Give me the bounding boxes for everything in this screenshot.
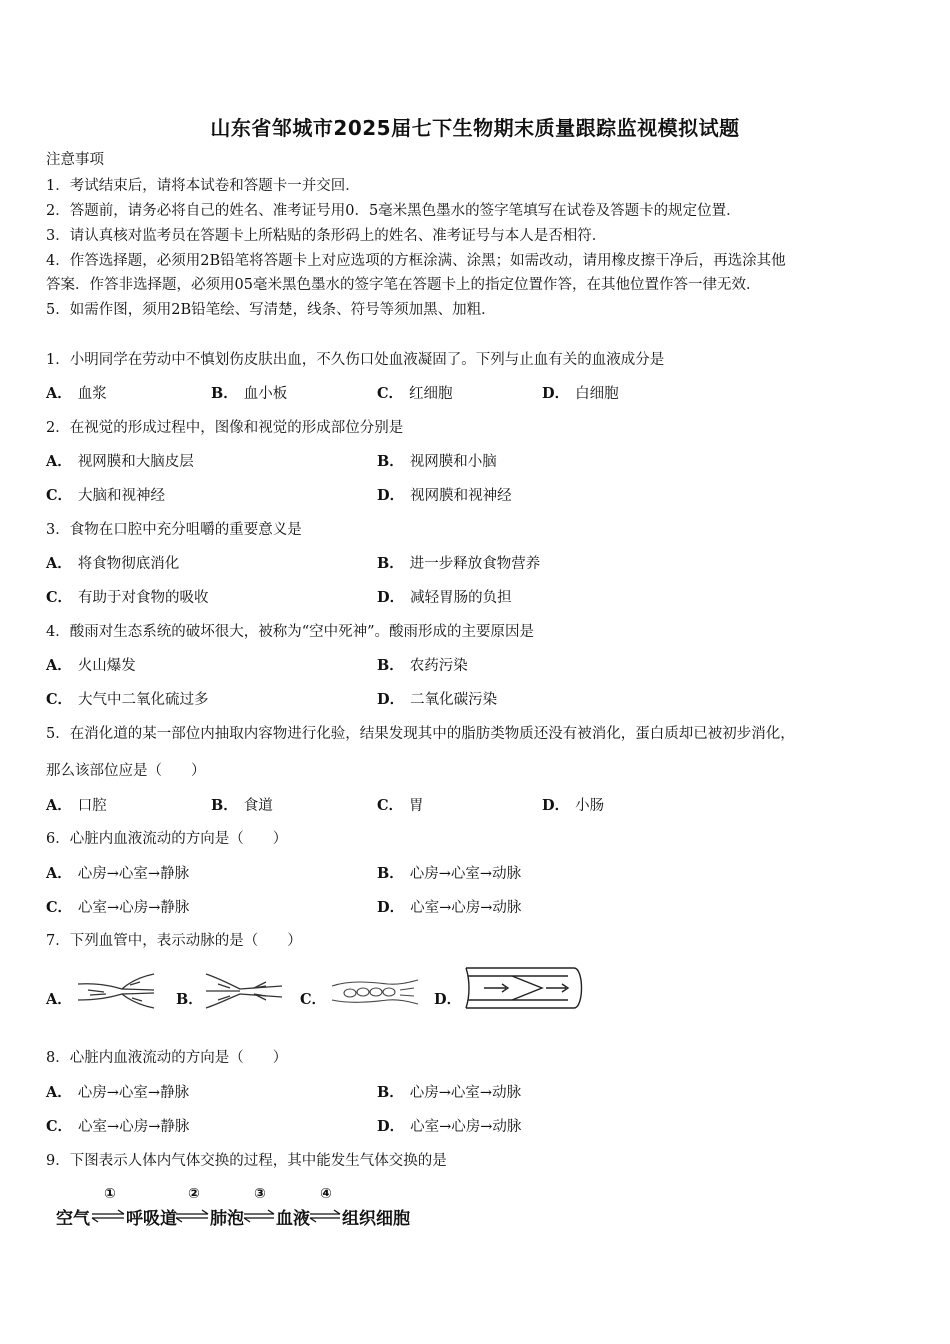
option-key: C． <box>377 797 404 814</box>
option-text: 心室→心房→动脉 <box>410 1119 522 1135</box>
notice-item: 1．考试结束后，请将本试卷和答题卡一并交回． <box>46 178 360 194</box>
option-d[interactable] <box>542 796 604 816</box>
option-text: 红细胞 <box>409 386 453 402</box>
option-text: 视网膜和小脑 <box>409 454 497 470</box>
option-text: 进一步释放食物营养 <box>409 556 541 572</box>
option-text: 胃 <box>409 798 424 814</box>
option-text: 减轻胃肠的负担 <box>410 590 512 606</box>
option-key: A． <box>46 991 72 1008</box>
page-title: 山东省邹城市2025届七下生物期末质量跟踪监视模拟试题 <box>210 116 740 140</box>
option-text: 大气中二氧化硫过多 <box>78 692 209 708</box>
question-stem: 5．在消化道的某一部位内抽取内容物进行化验，结果发现其中的脂肪类物质还没有被消化，蛋白质却已被初步消化， <box>46 726 795 742</box>
vessel-figure-c <box>330 974 420 1010</box>
option-key: B． <box>211 385 238 402</box>
option-key: C． <box>377 385 404 402</box>
question-stem: 4．酸雨对生态系统的破坏很大，被称为“空中死神”。酸雨形成的主要原因是 <box>46 624 535 640</box>
vessel-figure-a <box>74 970 158 1012</box>
flow-arrows <box>56 1190 436 1234</box>
option-b[interactable] <box>377 864 521 884</box>
notice-item: 4．作答选择题，必须用2B铅笔将答题卡上对应选项的方框涂满、涂黑；如需改动，请用橡皮擦干净后，再选涂其他 <box>46 253 786 269</box>
option-text: 白细胞 <box>575 386 619 402</box>
option-key: B． <box>377 657 404 674</box>
notice-item: 3．请认真核对监考员在答题卡上所粘贴的条形码上的姓名、准考证号与本人是否相符． <box>46 228 607 244</box>
option-a[interactable] <box>46 796 107 816</box>
flow-node: 空气 <box>56 1209 90 1229</box>
option-b[interactable] <box>377 452 497 472</box>
option-d[interactable] <box>542 384 619 404</box>
option-key: B． <box>377 865 404 882</box>
option-d[interactable] <box>377 1117 521 1137</box>
option-key: A． <box>46 385 72 402</box>
option-key: D． <box>377 1118 405 1135</box>
option-text: 农药污染 <box>409 658 468 674</box>
option-a[interactable] <box>46 554 179 574</box>
option-text: 视网膜和视神经 <box>410 488 512 504</box>
option-key: D． <box>377 691 405 708</box>
option-b[interactable] <box>377 1083 521 1103</box>
option-key: C． <box>46 1118 73 1135</box>
vessel-figure-b <box>202 970 286 1012</box>
option-text: 小肠 <box>575 798 605 814</box>
flow-step-label: ① <box>104 1186 116 1202</box>
option-text: 心房→心室→动脉 <box>409 866 522 882</box>
question-stem: 8．心脏内血液流动的方向是（ ） <box>46 1050 288 1066</box>
option-c[interactable] <box>46 898 189 918</box>
flow-step-label: ④ <box>320 1186 332 1202</box>
option-key: B． <box>176 991 203 1008</box>
option-text: 血小板 <box>243 386 288 402</box>
option-d[interactable] <box>377 690 497 710</box>
option-text: 心房→心室→动脉 <box>409 1085 522 1101</box>
flow-node: 组织细胞 <box>342 1209 410 1229</box>
option-text: 食道 <box>243 798 273 814</box>
option-text: 口腔 <box>77 798 107 814</box>
option-key: D． <box>377 487 405 504</box>
option-d[interactable] <box>377 588 512 608</box>
flow-node: 血液 <box>276 1209 310 1229</box>
option-text: 心房→心室→静脉 <box>77 1085 190 1101</box>
option-key: C． <box>46 589 73 606</box>
option-a[interactable] <box>46 1083 189 1103</box>
option-key: A． <box>46 657 72 674</box>
option-a[interactable] <box>46 990 78 1010</box>
question-stem: 6．心脏内血液流动的方向是（ ） <box>46 831 288 847</box>
option-text: 大脑和视神经 <box>78 488 166 504</box>
gas-exchange-diagram <box>56 1186 436 1234</box>
option-text: 二氧化碳污染 <box>410 692 498 708</box>
option-c[interactable] <box>46 486 165 506</box>
option-b[interactable] <box>211 384 287 404</box>
option-key: D． <box>542 797 570 814</box>
option-text: 心室→心房→动脉 <box>410 900 522 916</box>
question-stem-continued: 那么该部位应是（ ） <box>46 763 206 779</box>
option-key: A． <box>46 1084 72 1101</box>
option-key: D． <box>434 991 462 1008</box>
option-key: A． <box>46 453 72 470</box>
option-key: C． <box>46 691 73 708</box>
option-key: B． <box>377 1084 404 1101</box>
option-key: B． <box>377 453 404 470</box>
option-c[interactable] <box>300 990 332 1010</box>
option-c[interactable] <box>46 588 209 608</box>
option-key: B． <box>377 555 404 572</box>
option-key: C． <box>300 991 327 1008</box>
flow-step-label: ② <box>188 1186 200 1202</box>
option-d[interactable] <box>377 898 521 918</box>
option-c[interactable] <box>377 384 453 404</box>
option-key: C． <box>46 899 73 916</box>
option-b[interactable] <box>211 796 273 816</box>
question-stem: 7．下列血管中，表示动脉的是（ ） <box>46 933 302 949</box>
option-key: A． <box>46 797 72 814</box>
option-a[interactable] <box>46 864 189 884</box>
option-text: 血浆 <box>77 386 107 402</box>
option-key: D． <box>377 899 405 916</box>
option-a[interactable] <box>46 656 136 676</box>
flow-node: 呼吸道 <box>126 1209 177 1229</box>
option-b[interactable] <box>377 656 468 676</box>
option-a[interactable] <box>46 452 194 472</box>
option-text: 火山爆发 <box>77 658 136 674</box>
option-c[interactable] <box>46 1117 189 1137</box>
option-key: A． <box>46 555 72 572</box>
option-text: 心室→心房→静脉 <box>78 900 190 916</box>
question-stem: 2．在视觉的形成过程中，图像和视觉的形成部位分别是 <box>46 420 404 436</box>
flow-step-label: ③ <box>254 1186 266 1202</box>
question-stem: 3．食物在口腔中充分咀嚼的重要意义是 <box>46 522 302 538</box>
question-stem: 1．小明同学在劳动中不慎划伤皮肤出血，不久伤口处血液凝固了。下列与止血有关的血液成分是 <box>46 352 665 368</box>
option-key: A． <box>46 865 72 882</box>
vessel-figure-d <box>462 962 588 1014</box>
option-text: 有助于对食物的吸收 <box>78 590 209 606</box>
option-key: D． <box>377 589 405 606</box>
option-b[interactable] <box>377 554 540 574</box>
option-text: 将食物彻底消化 <box>77 556 180 572</box>
option-key: C． <box>46 487 73 504</box>
question-stem: 9．下图表示人体内气体交换的过程，其中能发生气体交换的是 <box>46 1153 447 1169</box>
option-a[interactable] <box>46 384 107 404</box>
notice-item: 5．如需作图，须用2B铅笔绘、写清楚，线条、符号等须加黑、加粗． <box>46 302 496 318</box>
option-text: 心房→心室→静脉 <box>77 866 190 882</box>
option-c[interactable] <box>46 690 209 710</box>
option-c[interactable] <box>377 796 424 816</box>
option-key: B． <box>211 797 238 814</box>
option-text: 心室→心房→静脉 <box>78 1119 190 1135</box>
option-key: D． <box>542 385 570 402</box>
flow-node: 肺泡 <box>210 1209 244 1229</box>
option-d[interactable] <box>377 486 512 506</box>
notice-item: 2．答题前，请务必将自己的姓名、准考证号用0．5毫米黑色墨水的签字笔填写在试卷及答题卡的规定位置． <box>46 203 741 219</box>
option-text: 视网膜和大脑皮层 <box>77 454 194 470</box>
notice-item: 答案．作答非选择题，必须用05毫米黑色墨水的签字笔在答题卡上的指定位置作答，在其他位置作答一律无效． <box>46 277 761 293</box>
notice-heading: 注意事项 <box>46 152 104 168</box>
